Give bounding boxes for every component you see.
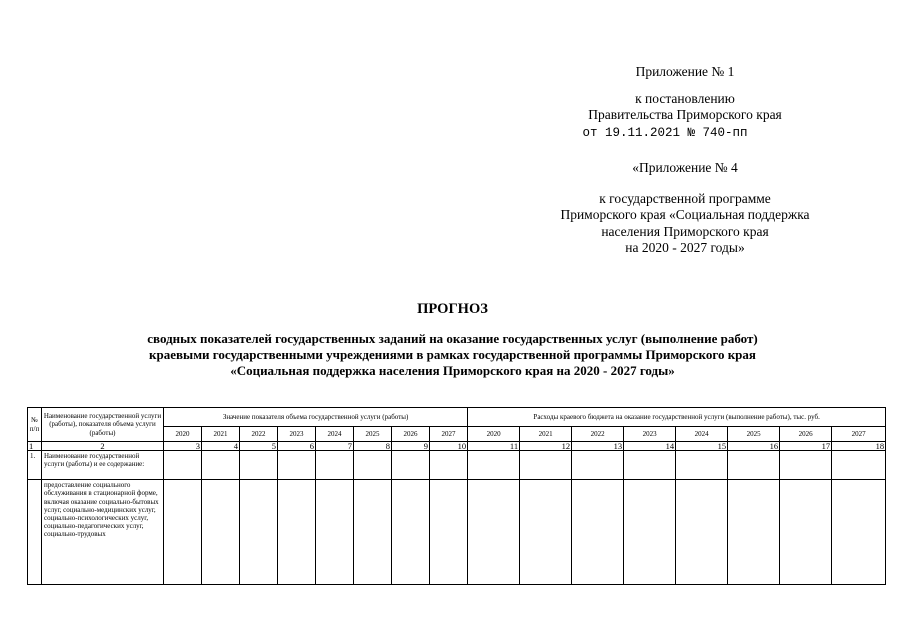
- header-num: № п/п: [28, 408, 42, 442]
- table-cell: [676, 451, 728, 480]
- year-expense: 2022: [572, 427, 624, 442]
- service-description: предоставление социального обслуживания в стационарной форме, включая оказание социально-бытовых услуг, социально-медицинских услуг, социально-психологических услуг, социально-педагогических услуг, социально-трудовых: [42, 480, 164, 585]
- subtitle-line1: сводных показателей государственных заданий на оказание государственных услуг (выполнение работ): [147, 331, 758, 346]
- column-number: 17: [780, 442, 832, 451]
- table-cell: [164, 451, 202, 480]
- table-row: [28, 480, 886, 585]
- table-cell: [202, 480, 240, 585]
- appendix-4-block: [520, 160, 850, 257]
- year-expense: 2026: [780, 427, 832, 442]
- table-cell: [354, 480, 392, 585]
- subtitle-line2: краевыми государственными учреждениями в рамках государственной программы Приморского края: [149, 347, 756, 362]
- appendix-1-title: Приложение № 1: [635, 64, 735, 79]
- table-cell: [832, 480, 886, 585]
- column-number: 16: [728, 442, 780, 451]
- column-number-row: [28, 442, 886, 451]
- table-cell: [572, 451, 624, 480]
- table-cell: [520, 480, 572, 585]
- year-expense: 2020: [468, 427, 520, 442]
- appendix-1-block: [560, 64, 810, 141]
- year-volume: 2025: [354, 427, 392, 442]
- column-number: 6: [278, 442, 316, 451]
- table-cell: [392, 451, 430, 480]
- table-cell: [202, 451, 240, 480]
- header-row-groups: [28, 408, 886, 427]
- table-cell: [316, 480, 354, 585]
- table-cell: [468, 451, 520, 480]
- appendix-4-line4: на 2020 - 2027 годы»: [625, 240, 745, 255]
- table-cell: [832, 451, 886, 480]
- table-cell: [430, 451, 468, 480]
- year-volume: 2027: [430, 427, 468, 442]
- year-volume: 2023: [278, 427, 316, 442]
- year-volume: 2022: [240, 427, 278, 442]
- year-expense: 2024: [676, 427, 728, 442]
- year-volume: 2024: [316, 427, 354, 442]
- year-expense: 2027: [832, 427, 886, 442]
- table-cell: [728, 451, 780, 480]
- column-number: 1: [28, 442, 42, 451]
- appendix-4-line3: населения Приморского края: [601, 223, 769, 239]
- year-expense: 2023: [624, 427, 676, 442]
- table-cell: [728, 480, 780, 585]
- column-number: 18: [832, 442, 886, 451]
- column-number: 10: [430, 442, 468, 451]
- appendix-4-line1: к государственной программе: [599, 190, 771, 206]
- subtitle-line3: «Социальная поддержка населения Приморского края на 2020 - 2027 годы»: [230, 363, 675, 378]
- year-volume: 2021: [202, 427, 240, 442]
- year-volume: 2020: [164, 427, 202, 442]
- column-number: 15: [676, 442, 728, 451]
- table-cell: [392, 480, 430, 585]
- table-cell: [278, 480, 316, 585]
- table-cell: [278, 451, 316, 480]
- header-name: Наименование государственной услуги (работы), показателя объема услуги (работы): [42, 408, 164, 442]
- column-number: 5: [240, 442, 278, 451]
- column-number: 4: [202, 442, 240, 451]
- table-cell: [240, 451, 278, 480]
- table-cell: [240, 480, 278, 585]
- appendix-4-title: «Приложение № 4: [632, 160, 738, 175]
- column-number: 9: [392, 442, 430, 451]
- column-number: 3: [164, 442, 202, 451]
- table-cell: [520, 451, 572, 480]
- service-name-heading: Наименование государственной услуги (работы) и ее содержание:: [42, 451, 164, 480]
- appendix-4-line2: Приморского края «Социальная поддержка: [560, 207, 810, 222]
- year-expense: 2025: [728, 427, 780, 442]
- table-cell: [624, 451, 676, 480]
- column-number: 12: [520, 442, 572, 451]
- table-cell: [28, 480, 42, 585]
- header-expense-group: Расходы краевого бюджета на оказание государственной услуги (выполнение работы), тыс. руб.: [468, 408, 886, 427]
- document-title: ПРОГНОЗ: [417, 301, 488, 317]
- year-volume: 2026: [392, 427, 430, 442]
- row-number: 1.: [28, 451, 42, 480]
- table-cell: [572, 480, 624, 585]
- appendix-1-line1: к постановлению: [635, 90, 735, 106]
- forecast-table: [27, 407, 886, 585]
- year-expense: 2021: [520, 427, 572, 442]
- document-subtitle: [40, 331, 865, 379]
- column-number: 11: [468, 442, 520, 451]
- table-cell: [468, 480, 520, 585]
- table-row: [28, 451, 886, 480]
- column-number: 14: [624, 442, 676, 451]
- column-number: 8: [354, 442, 392, 451]
- table-cell: [780, 451, 832, 480]
- table-cell: [780, 480, 832, 585]
- resolution-signature: от 19.11.2021 № 740-пп: [582, 125, 748, 140]
- table-cell: [676, 480, 728, 585]
- table-cell: [316, 451, 354, 480]
- column-number: 2: [42, 442, 164, 451]
- column-number: 7: [316, 442, 354, 451]
- table-cell: [164, 480, 202, 585]
- table-cell: [354, 451, 392, 480]
- header-volume-group: Значение показателя объема государственной услуги (работы): [164, 408, 468, 427]
- appendix-1-line2: Правительства Приморского края: [588, 107, 782, 122]
- table-cell: [624, 480, 676, 585]
- table-cell: [430, 480, 468, 585]
- column-number: 13: [572, 442, 624, 451]
